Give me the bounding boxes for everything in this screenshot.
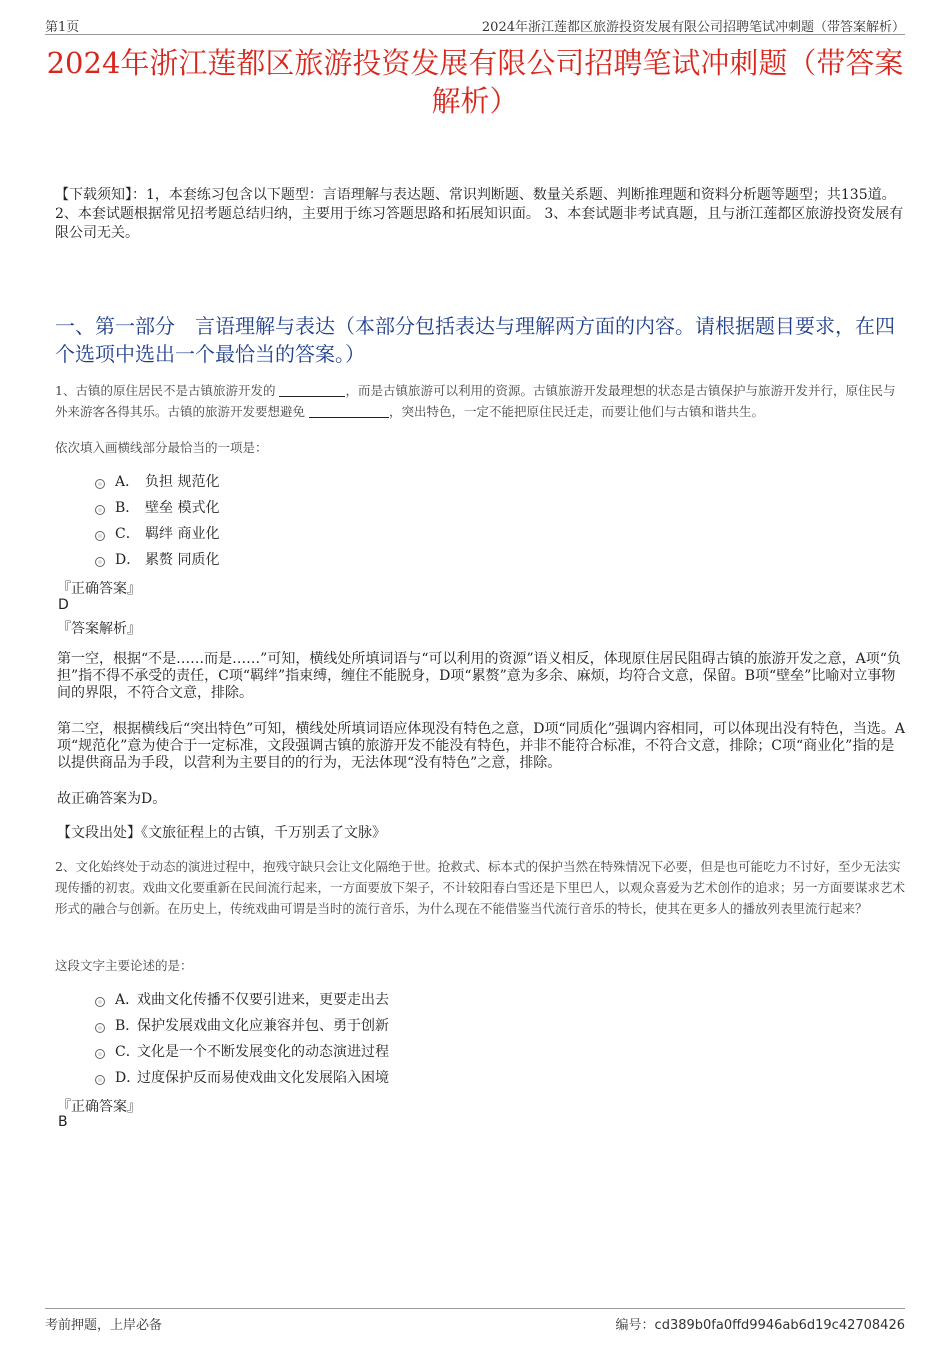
page-number: 第1页 [45, 20, 80, 35]
radio-icon[interactable] [95, 997, 105, 1007]
blank-2 [309, 403, 389, 418]
radio-icon[interactable] [95, 479, 105, 489]
option-c[interactable]: C． 羁绊 商业化 [95, 520, 219, 546]
download-notice: 【下载须知】：1，本套练习包含以下题型：言语理解与表达题、常识判断题、数量关系题、判断推理题和资料分析题等题型；共135道。 2、本套试题根据常见招考题总结归纳，主要用于练习答题思路和拓展知识面。 3、本套试题非考试真题，且与浙江莲都区旅游投资发展有限公司无关。 [55, 187, 904, 241]
question-1-text [55, 380, 905, 422]
footer-code-label: 编号： [615, 1318, 655, 1333]
radio-icon[interactable] [95, 1075, 105, 1085]
option-a[interactable]: A． 戏曲文化传播不仅要引进来，更要走出去 [95, 986, 389, 1012]
header-title: 2024年浙江莲都区旅游投资发展有限公司招聘笔试冲刺题（带答案解析） [481, 20, 905, 35]
section-title: 一、第一部分 言语理解与表达（本部分包括表达与理解两方面的内容。请根据题目要求，在四个选项中选出一个最恰当的答案。） [55, 314, 895, 366]
page-header [45, 14, 905, 35]
analysis-paragraph-1: 第一空，根据“不是……而是……”可知，横线处所填词语与“可以利用的资源”语义相反，体现原住居民阻碍古镇的旅游开发之意，A项“负担”指不得不承受的责任，C项“羁绊”指束缚，缠住不能脱身，D项“累赘”意为多余、麻烦，均符合文意，保留。B项“壁垒”比喻对立事物间的界限，不符合文意，排除。 [57, 651, 901, 701]
footer-code [616, 1314, 905, 1333]
analysis-conclusion: 故正确答案为D。 [57, 791, 167, 807]
footer-divider [45, 1308, 905, 1309]
option-d[interactable]: D． 过度保护反而易使戏曲文化发展陷入困境 [95, 1064, 389, 1090]
document-title: 2024年浙江莲都区旅游投资发展有限公司招聘笔试冲刺题（带答案解析） [46, 46, 904, 118]
correct-answer: D [58, 597, 69, 613]
question-1-text-b: ，而是古镇旅游可以利用的资源。古镇旅游开发最理想的状态是古镇保护与旅游开发并行，原住民与外来游客各得其乐。古镇的旅游开发要想避免 [55, 383, 896, 419]
correct-answer-label: 『正确答案』 [57, 1099, 141, 1115]
radio-icon[interactable] [95, 531, 105, 541]
radio-icon[interactable] [95, 1023, 105, 1033]
option-c[interactable]: C． 文化是一个不断发展变化的动态演进过程 [95, 1038, 389, 1064]
correct-answer-label: 『正确答案』 [57, 581, 141, 597]
option-d[interactable]: D． 累赘 同质化 [95, 546, 219, 572]
blank-1 [279, 382, 345, 397]
source-citation: 【文段出处】《文旅征程上的古镇，千万别丢了文脉》 [57, 825, 386, 841]
analysis-paragraph-2: 第二空，根据横线后“突出特色”可知，横线处所填词语应体现没有特色之意，D项“同质化”强调内容相同，可以体现出没有特色，当选。A项“规范化”意为使合于一定标准，文段强调古镇的旅游开发不能没有特色，并非不能符合标准，不符合文意，排除；C项“商业化”指的是以提供商品为手段，以营利为主要目的的行为，无法体现“没有特色”之意，排除。 [57, 721, 905, 771]
radio-icon[interactable] [95, 1049, 105, 1059]
document-code: cd389b0fa0ffd9946ab6d19c42708426 [654, 1318, 905, 1333]
radio-icon[interactable] [95, 505, 105, 515]
question-2-prompt: 这段文字主要论述的是： [55, 958, 193, 973]
question-1-prompt: 依次填入画横线部分最恰当的一项是： [55, 440, 268, 455]
question-1-options [95, 468, 219, 572]
radio-icon[interactable] [95, 557, 105, 567]
correct-answer: B [58, 1114, 68, 1130]
option-b[interactable]: B． 保护发展戏曲文化应兼容并包、勇于创新 [95, 1012, 389, 1038]
analysis-label: 『答案解析』 [57, 621, 141, 637]
question-2-options [95, 986, 389, 1090]
question-1-text-a: 1、古镇的原住居民不是古镇旅游开发的 [55, 383, 276, 398]
option-a[interactable]: A． 负担 规范化 [95, 468, 219, 494]
question-2-text: 2、文化始终处于动态的演进过程中，抱残守缺只会让文化隔绝于世。抢救式、标本式的保护当然在特殊情况下必要，但是也可能吃力不讨好，至少无法实现传播的初衷。戏曲文化要重新在民间流行起来，一方面要放下架子，不计较阳春白雪还是下里巴人，以观众喜爱为艺术创作的追求；另一方面要谋求艺术形式的融合与创新。在历史上，传统戏曲可谓是当时的流行音乐，为什么现在不能借鉴当代流行音乐的特长，使其在更多人的播放列表里流行起来？ [55, 859, 906, 916]
option-b[interactable]: B． 壁垒 模式化 [95, 494, 219, 520]
footer-slogan: 考前押题，上岸必备 [45, 1318, 163, 1333]
question-1-text-c: ，突出特色，一定不能把原住民迁走，而要让他们与古镇和谐共生。 [389, 404, 765, 419]
